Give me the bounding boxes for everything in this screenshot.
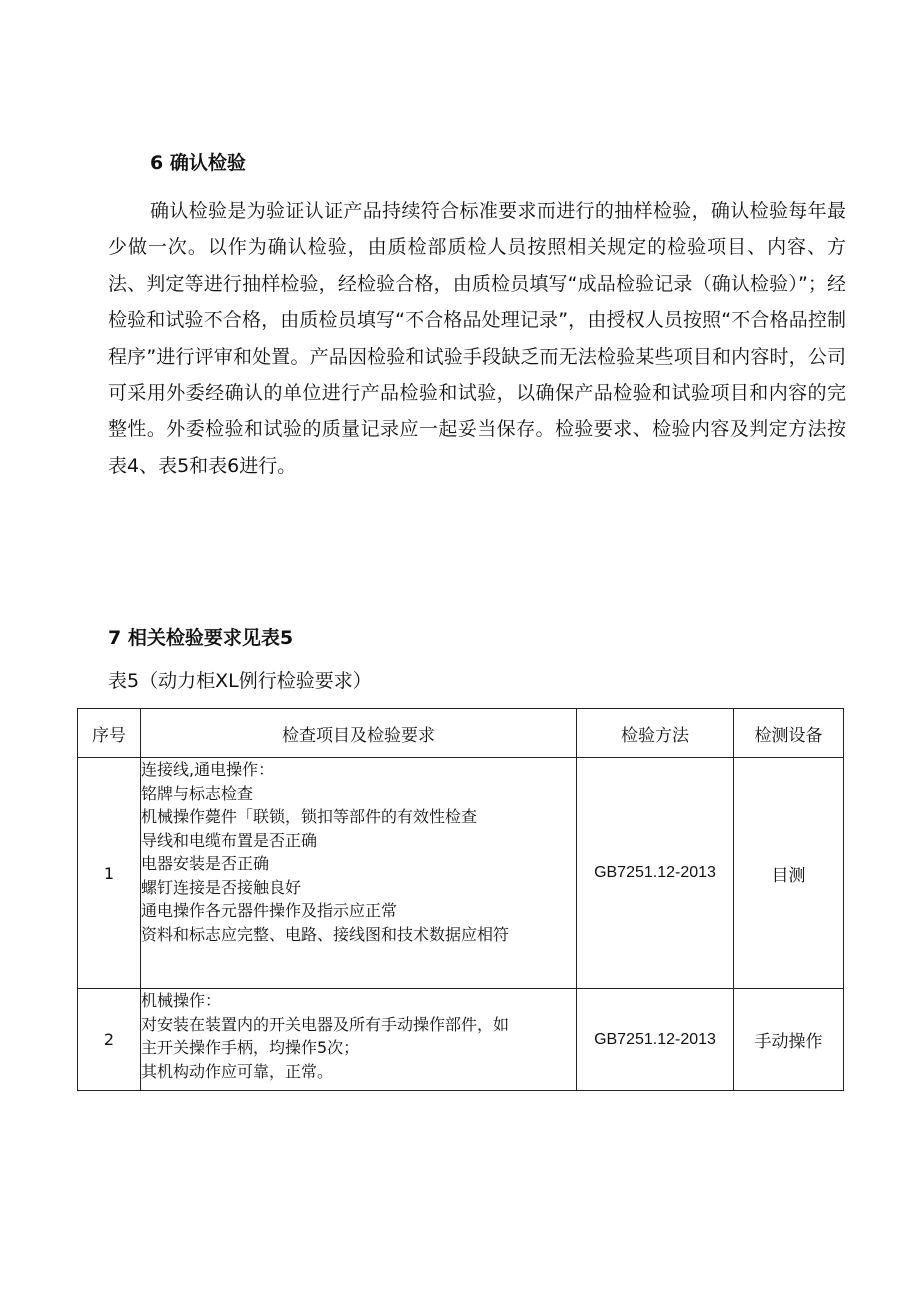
item-line: 其机构动作应可靠，正常。 [141,1061,334,1081]
item-line: 资料和标志应完整、电路、接线图和技术数据应相符 [141,924,510,944]
row-number: 1 [78,758,141,989]
item-line: 连接线,通电操作： [141,760,275,779]
section-6-paragraph: 确认检验是为验证认证产品持续符合标准要求而进行的抽样检验，确认检验每年最少做一次。以作为确认检验，由质检部质检人员按照相关规定的检验项目、内容、方法、判定等进行抽样检验，经检验合格，由质检员填写“成品检验记录（确认检验）”；经检验和试验不合格，由质检员填写“不合格品处理记录”，由授权人员按照“不合格品控制程序”进行评审和处置。产品因检验和试验手段缺乏而无法检验某些项目和内容时，公司可采用外委经确认的单位进行产品检验和试验，以确保产品检验和试验项目和内容的完整性。外委检验和试验的质量记录应一起妥当保存。检验要求、检验内容及判定方法按表4、表5和表6进行。 [108,200,846,477]
item-line: 螺钉连接是否接触良好 [141,877,302,897]
table-row [78,758,844,989]
table-row [78,989,844,1091]
inspection-requirements-table [77,708,844,1091]
header-no: 序号 [78,709,141,758]
item-line: 铭牌与标志检查 [141,783,254,803]
header-method: 检验方法 [577,709,734,758]
row-equipment: 手动操作 [734,989,844,1091]
item-line: 通电操作各元器件操作及指示应正常 [141,901,398,920]
row-number: 2 [78,989,141,1091]
header-equipment: 检测设备 [734,709,844,758]
table-caption: 表5（动力柜XL例行检验要求） [108,670,372,692]
row-method: GB7251.12-2013 [577,758,734,989]
header-items: 检查项目及检验要求 [141,709,577,758]
row-method: GB7251.12-2013 [577,989,734,1091]
item-line: 电器安装是否正确 [141,854,270,873]
row-items [141,758,577,989]
row-items [141,989,577,1091]
item-line: 导线和电缆布置是否正确 [141,830,318,850]
row-equipment: 目测 [734,758,844,989]
item-line: 机械操作薨件「联锁，锁扣等部件的有效性检查 [141,807,478,826]
item-line: 对安装在装置内的开关电器及所有手动操作部件，如 [141,1014,510,1034]
item-line: 机械操作： [141,991,222,1010]
section-6-heading: 6 确认检验 [150,152,246,174]
item-line: 主开关操作手柄，均操作5次； [141,1038,360,1057]
table-header-row [78,709,844,758]
section-7-heading: 7 相关检验要求见表5 [108,627,294,649]
